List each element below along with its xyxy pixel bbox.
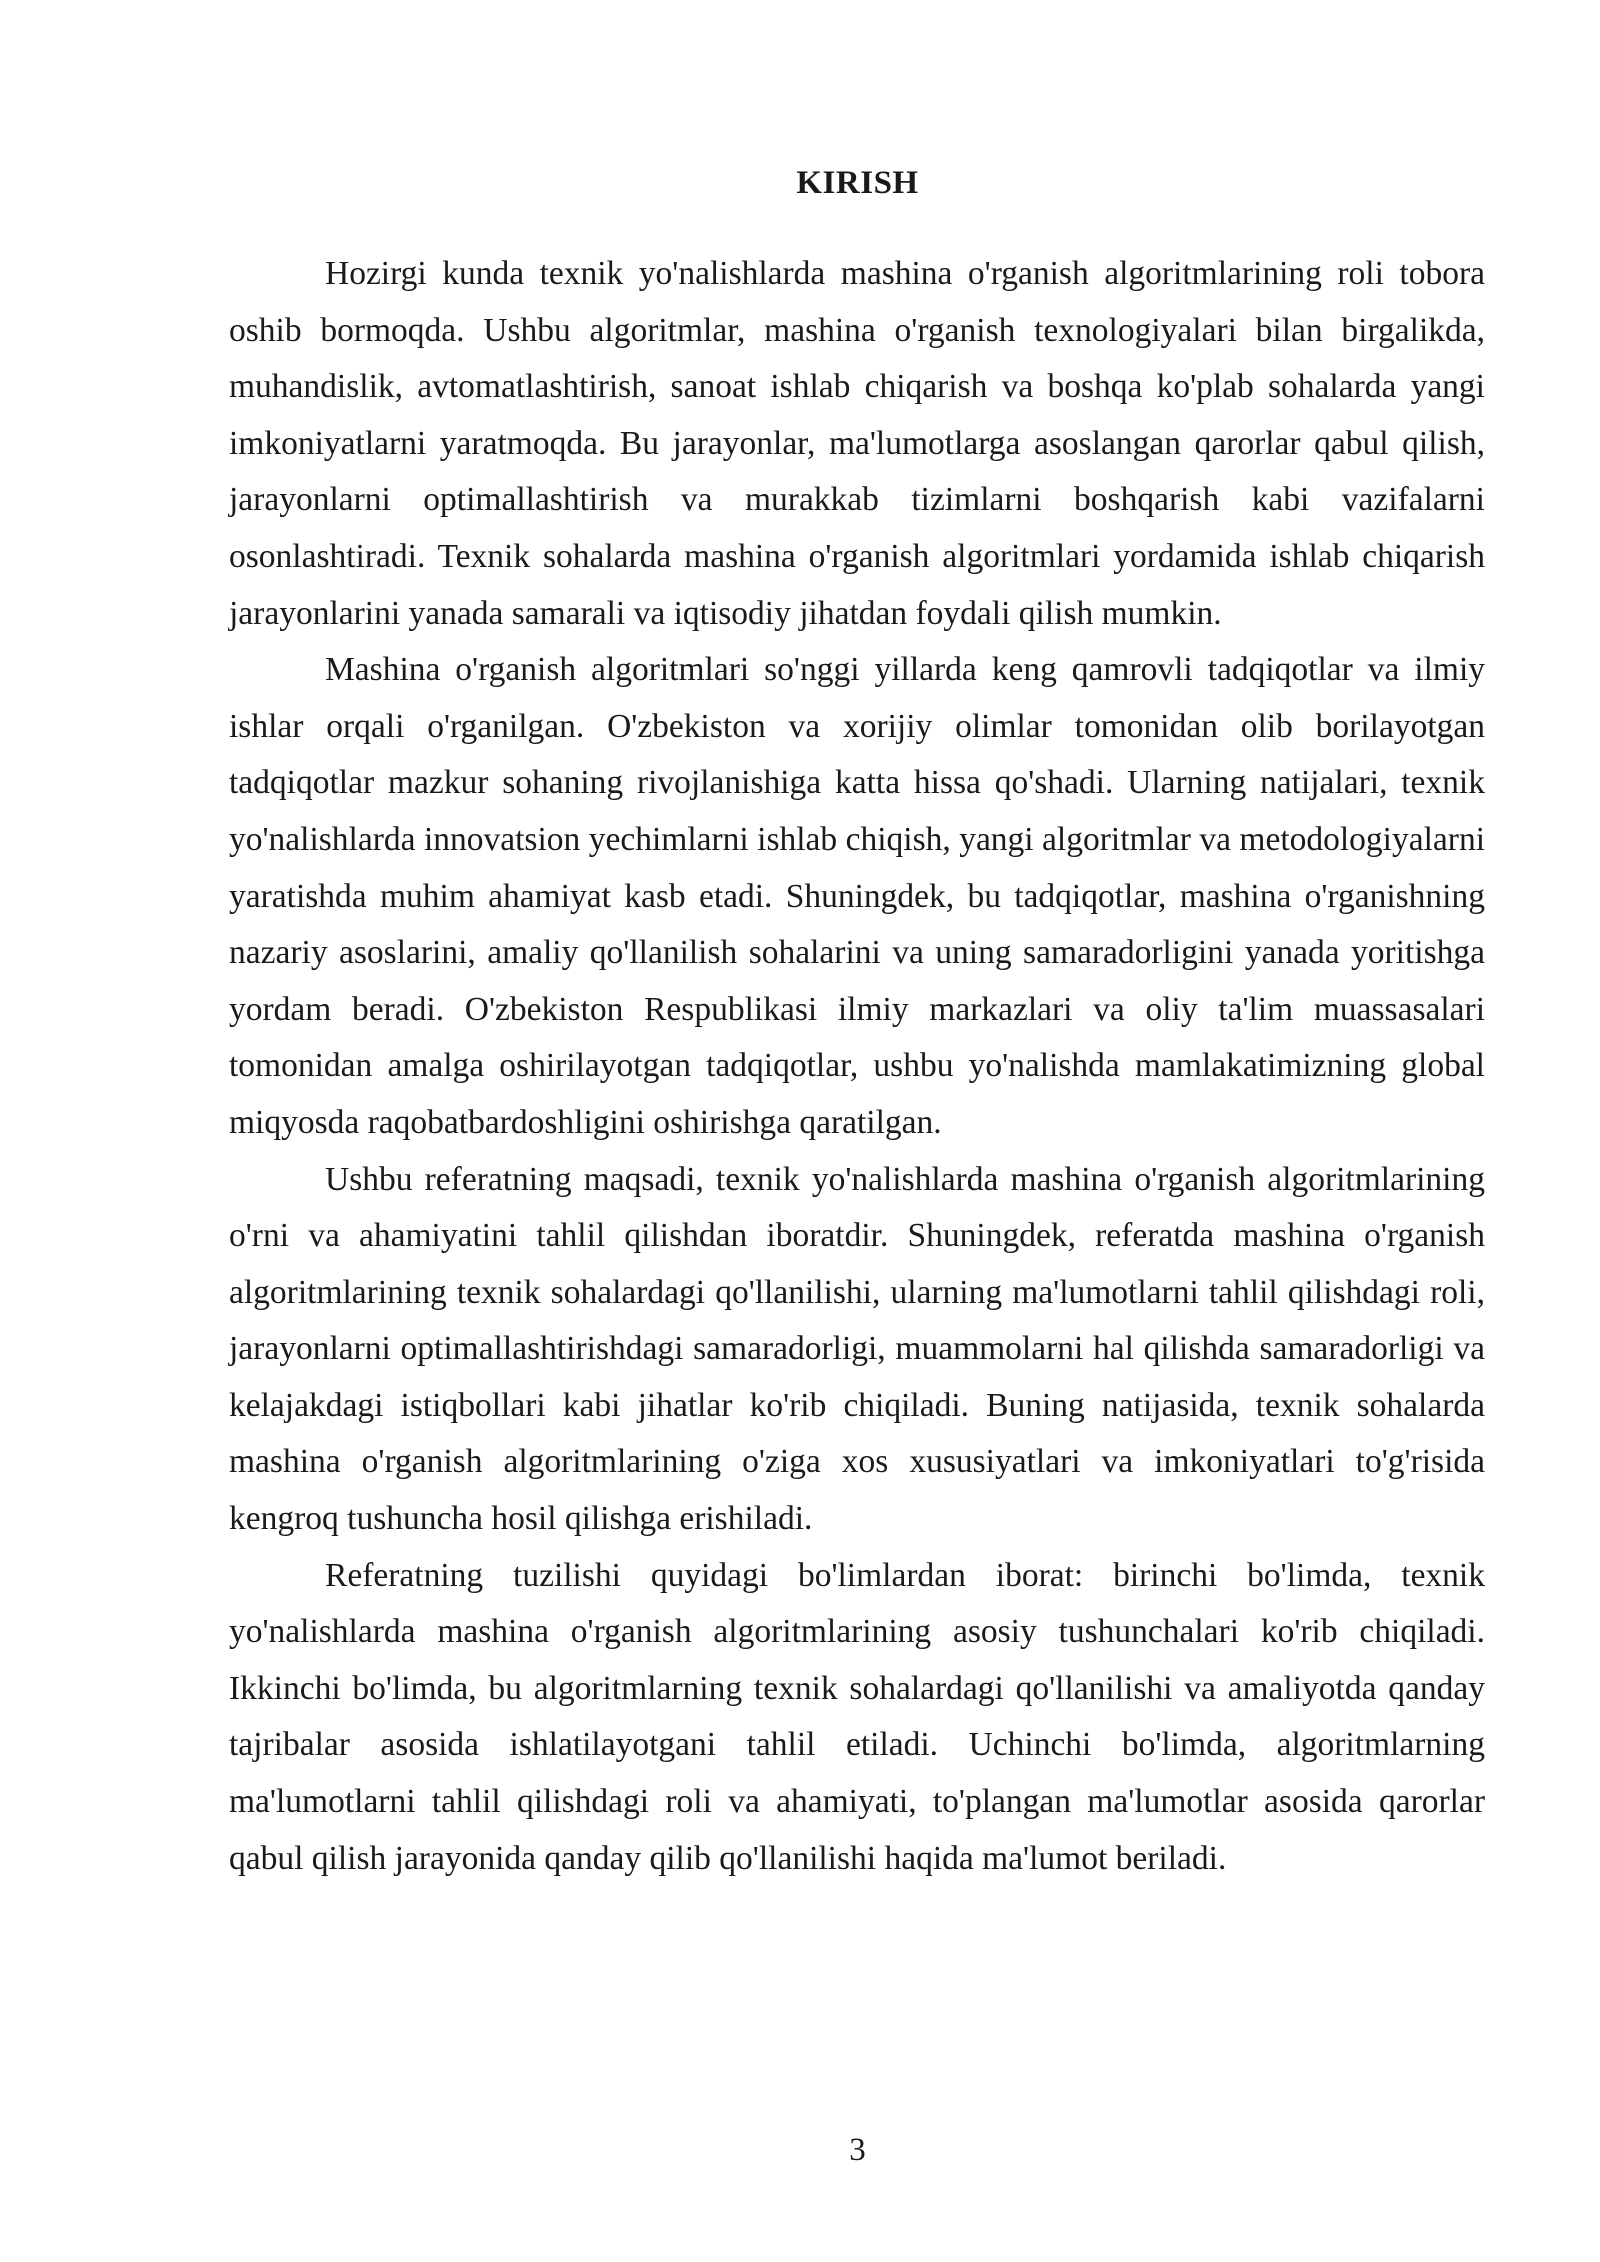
page-number: 3 (849, 2132, 866, 2168)
paragraph-research: Mashina o'rganish algoritmlari so'nggi yillarda keng qamrovli tadqiqotlar va ilmiy ishlar orqali o'rganilgan. O'zbekiston va xorijiy olimlar tomonidan olib borilayotgan tadqiqotlar mazkur sohaning rivojlanishiga katta hissa qo'shadi. Ularning natijalari, texnik yo'nalishlarda innovatsion yechimlarni ishlab chiqish, yangi algoritmlar va metodologiyalarni yaratishda muhim ahamiyat kasb etadi. Shuningdek, bu tadqiqotlar, mashina o'rganishning nazariy asoslarini, amaliy qo'llanilish sohalarini va uning samaradorligini yanada yoritishga yordam beradi. O'zbekiston Respublikasi ilmiy markazlari va oliy ta'lim muassasalari tomonidan amalga oshirilayotgan tadqiqotlar, ushbu yo'nalishda mamlakatimizning global miqyosda raqobatbardoshligini oshirishga qaratilgan. (229, 651, 1485, 1141)
body-text (229, 246, 1485, 1887)
paragraph-structure: Referatning tuzilishi quyidagi bo'limlardan iborat: birinchi bo'limda, texnik yo'nalishlarda mashina o'rganish algoritmlarining asosiy tushunchalari ko'rib chiqiladi. Ikkinchi bo'limda, bu algoritmlarning texnik sohalardagi qo'llanilishi va amaliyotda qanday tajribalar asosida ishlatilayotgani tahlil etiladi. Uchinchi bo'limda, algoritmlarning ma'lumotlarni tahlil qilishdagi roli va ahamiyati, to'plangan ma'lumotlar asosida qarorlar qabul qilish jarayonida qanday qilib qo'llanilishi haqida ma'lumot beriladi. (229, 1556, 1485, 1877)
paragraph-purpose: Ushbu referatning maqsadi, texnik yo'nalishlarda mashina o'rganish algoritmlarining o'rni va ahamiyatini tahlil qilishdan iboratdir. Shuningdek, referatda mashina o'rganish algoritmlarining texnik sohalardagi qo'llanilishi, ularning ma'lumotlarni tahlil qilishdagi roli, jarayonlarni optimallashtirishdagi samaradorligi, muammolarni hal qilishda samaradorligi va kelajakdagi istiqbollari kabi jihatlar ko'rib chiqiladi. Buning natijasida, texnik sohalarda mashina o'rganish algoritmlarining o'ziga xos xususiyatlari va imkoniyatlari to'g'risida kengroq tushuncha hosil qilishga erishiladi. (229, 1160, 1485, 1538)
page-title: KIRISH (796, 165, 919, 201)
paragraph-intro: Hozirgi kunda texnik yo'nalishlarda mashina o'rganish algoritmlarining roli tobora oshib bormoqda. Ushbu algoritmlar, mashina o'rganish texnologiyalari bilan birgalikda, muhandislik, avtomatlashtirish, sanoat ishlab chiqarish va boshqa ko'plab sohalarda yangi imkoniyatlarni yaratmoqda. Bu jarayonlar, ma'lumotlarga asoslangan qarorlar qabul qilish, jarayonlarni optimallashtirish va murakkab tizimlarni boshqarish kabi vazifalarni osonlashtiradi. Texnik sohalarda mashina o'rganish algoritmlari yordamida ishlab chiqarish jarayonlarini yanada samarali va iqtisodiy jihatdan foydali qilish mumkin. (229, 255, 1485, 632)
